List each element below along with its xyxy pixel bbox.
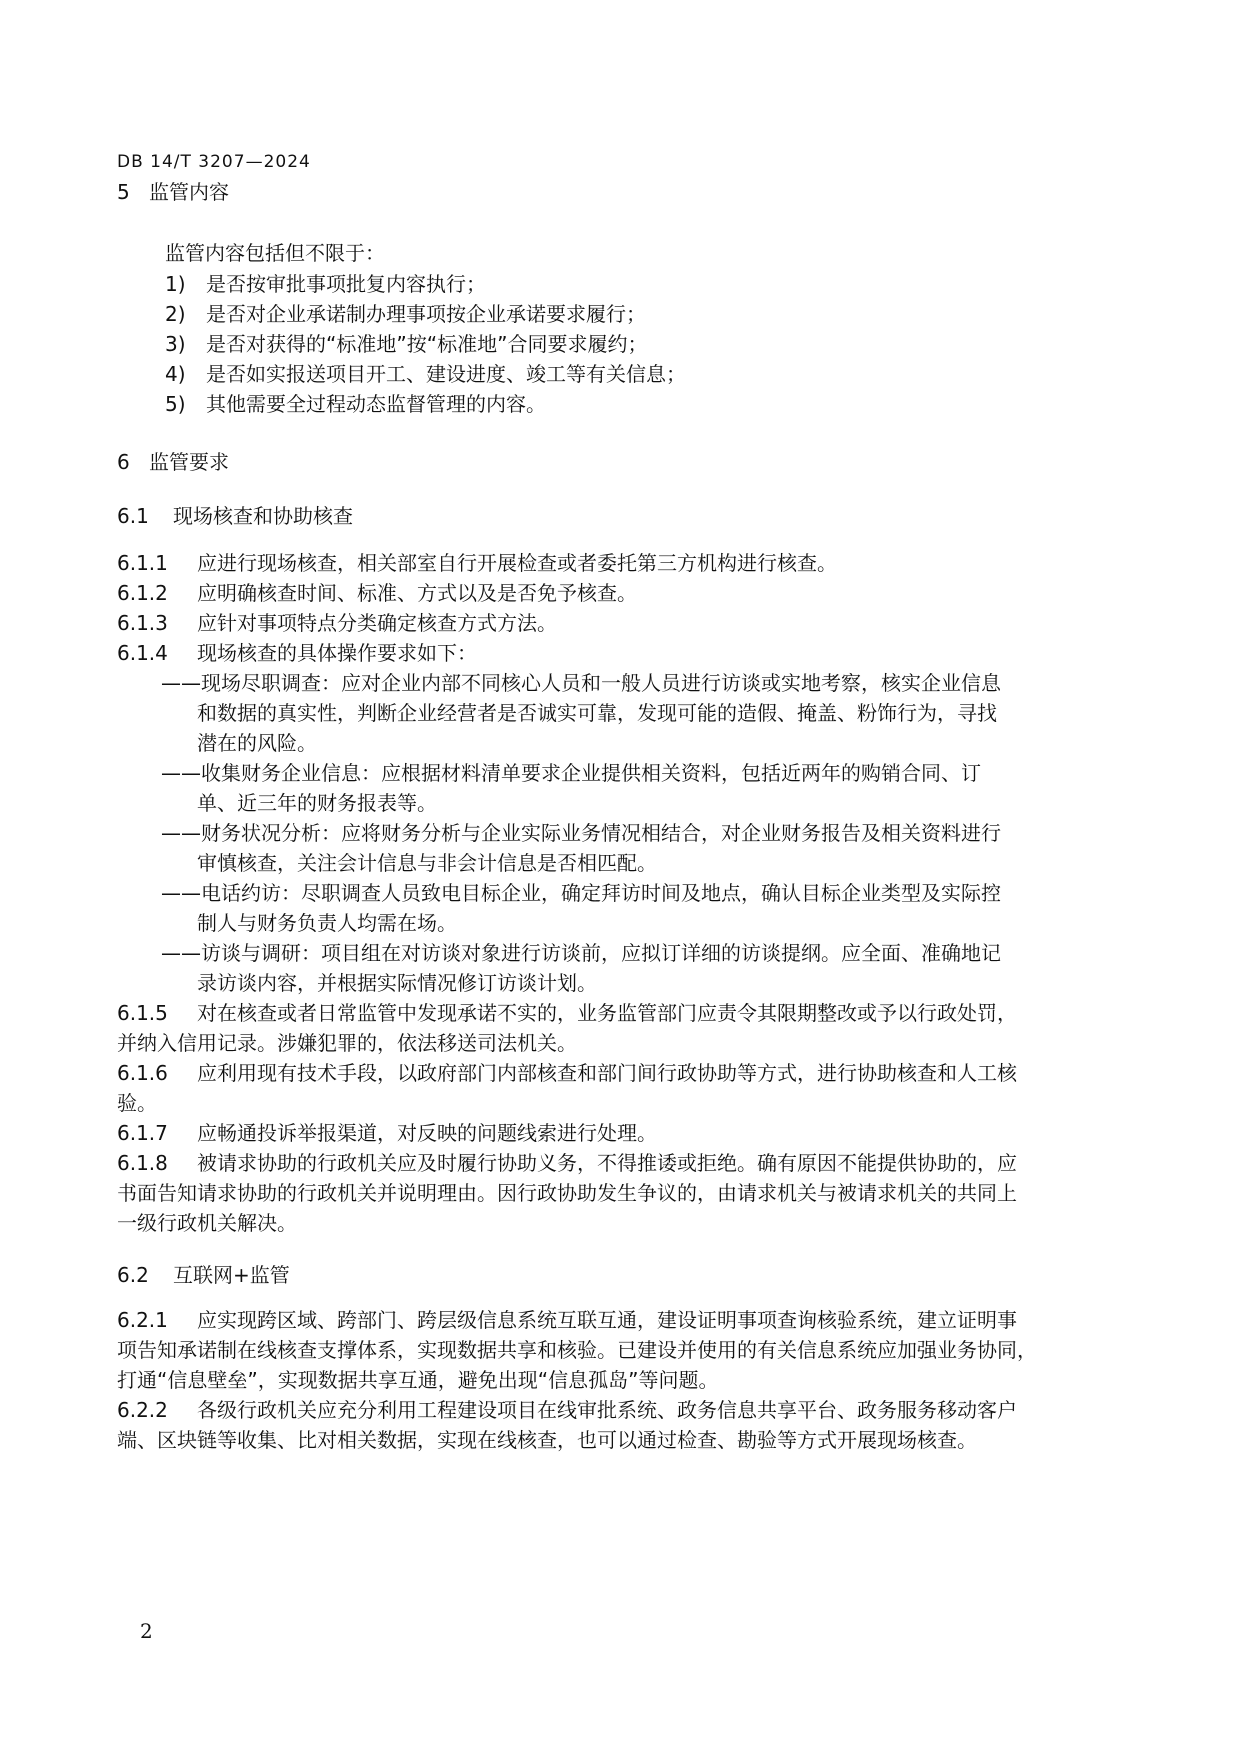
clause-continuation: 并纳入信用记录。涉嫌犯罪的，依法移送司法机关。 <box>117 1031 577 1055</box>
dash-item-line: 审慎核查，关注会计信息与非会计信息是否相匹配。 <box>197 851 657 875</box>
clause-6-1-4 <box>117 639 477 667</box>
section-number: 5 <box>117 180 130 204</box>
clause-text: 应畅通投诉举报渠道，对反映的问题线索进行处理。 <box>197 1121 657 1145</box>
list-number: 1) <box>165 272 186 296</box>
clause-text: 应明确核查时间、标准、方式以及是否免予核查。 <box>197 581 637 605</box>
subsection-number: 6.1 <box>117 504 149 528</box>
clause-text: 应实现跨区域、跨部门、跨层级信息系统互联互通，建设证明事项查询核验系统，建立证明事 <box>197 1308 1017 1332</box>
subsection-title: 互联网+监管 <box>173 1263 290 1287</box>
list-text: 是否如实报送项目开工、建设进度、竣工等有关信息； <box>206 362 686 386</box>
dash-item-line: ——收集财务企业信息：应根据材料清单要求企业提供相关资料，包括近两年的购销合同、订 <box>161 761 981 785</box>
clause-number: 6.1.2 <box>117 581 168 605</box>
list-item <box>165 300 646 328</box>
clause-continuation: 项告知承诺制在线核查支撑体系，实现数据共享和核验。已建设并使用的有关信息系统应加强业务协同， <box>117 1338 1037 1362</box>
list-number: 4) <box>165 362 186 386</box>
clause-6-1-6 <box>117 1059 1017 1087</box>
clause-text: 对在核查或者日常监管中发现承诺不实的，业务监管部门应责令其限期整改或予以行政处罚， <box>197 1001 1017 1025</box>
clause-text: 现场核查的具体操作要求如下： <box>197 641 477 665</box>
clause-6-1-1 <box>117 549 837 577</box>
clause-6-1-5 <box>117 999 1017 1027</box>
clause-number: 6.2.2 <box>117 1398 168 1422</box>
list-item <box>165 360 686 388</box>
clause-continuation: 端、区块链等收集、比对相关数据，实现在线核查，也可以通过检查、勘验等方式开展现场核查。 <box>117 1428 977 1452</box>
dash-item-line: ——现场尽职调查：应对企业内部不同核心人员和一般人员进行访谈或实地考察，核实企业信息 <box>161 671 1001 695</box>
subsection-6-1-heading <box>117 502 353 530</box>
clause-6-2-2 <box>117 1396 1017 1424</box>
section-title: 监管要求 <box>149 450 229 474</box>
section-5-intro: 监管内容包括但不限于： <box>165 241 385 265</box>
subsection-number: 6.2 <box>117 1263 149 1287</box>
section-6-heading <box>117 448 229 476</box>
clause-6-2-1 <box>117 1306 1017 1334</box>
clause-continuation: 打通“信息壁垒”，实现数据共享互通，避免出现“信息孤岛”等问题。 <box>117 1368 719 1392</box>
dash-item-line: 单、近三年的财务报表等。 <box>197 791 437 815</box>
list-text: 是否对企业承诺制办理事项按企业承诺要求履行； <box>206 302 646 326</box>
clause-number: 6.1.6 <box>117 1061 168 1085</box>
clause-text: 应针对事项特点分类确定核查方式方法。 <box>197 611 557 635</box>
clause-number: 6.1.3 <box>117 611 168 635</box>
list-text: 是否按审批事项批复内容执行； <box>206 272 486 296</box>
subsection-6-2-heading <box>117 1261 290 1289</box>
clause-number: 6.1.5 <box>117 1001 168 1025</box>
clause-6-1-8 <box>117 1149 1017 1177</box>
section-title: 监管内容 <box>149 180 229 204</box>
clause-continuation: 书面告知请求协助的行政机关并说明理由。因行政协助发生争议的，由请求机关与被请求机关的共同上 <box>117 1181 1017 1205</box>
clause-continuation: 验。 <box>117 1091 157 1115</box>
dash-item-line: 和数据的真实性，判断企业经营者是否诚实可靠，发现可能的造假、掩盖、粉饰行为，寻找 <box>197 701 997 725</box>
list-number: 3) <box>165 332 186 356</box>
clause-6-1-3 <box>117 609 557 637</box>
clause-number: 6.1.4 <box>117 641 168 665</box>
clause-6-1-2 <box>117 579 637 607</box>
clause-number: 6.2.1 <box>117 1308 168 1332</box>
list-item <box>165 330 647 358</box>
clause-text: 应利用现有技术手段，以政府部门内部核查和部门间行政协助等方式，进行协助核查和人工核 <box>197 1061 1017 1085</box>
list-number: 2) <box>165 302 186 326</box>
clause-text: 应进行现场核查，相关部室自行开展检查或者委托第三方机构进行核查。 <box>197 551 837 575</box>
clause-number: 6.1.1 <box>117 551 168 575</box>
clause-number: 6.1.7 <box>117 1121 168 1145</box>
page-number: 2 <box>140 1619 153 1643</box>
clause-number: 6.1.8 <box>117 1151 168 1175</box>
section-5-heading <box>117 178 229 206</box>
dash-item-line: ——电话约访：尽职调查人员致电目标企业，确定拜访时间及地点，确认目标企业类型及实际控 <box>161 881 1001 905</box>
dash-item-line: 潜在的风险。 <box>197 731 317 755</box>
dash-item-line: 录访谈内容，并根据实际情况修订访谈计划。 <box>197 971 597 995</box>
clause-text: 各级行政机关应充分利用工程建设项目在线审批系统、政务信息共享平台、政务服务移动客户 <box>197 1398 1017 1422</box>
list-text: 是否对获得的“标准地”按“标准地”合同要求履约； <box>206 332 648 356</box>
list-item <box>165 270 486 298</box>
clause-text: 被请求协助的行政机关应及时履行协助义务，不得推诿或拒绝。确有原因不能提供协助的，应 <box>197 1151 1017 1175</box>
clause-continuation: 一级行政机关解决。 <box>117 1211 297 1235</box>
subsection-title: 现场核查和协助核查 <box>173 504 353 528</box>
document-code: DB 14/T 3207—2024 <box>117 152 311 172</box>
dash-item-line: 制人与财务负责人均需在场。 <box>197 911 457 935</box>
list-item <box>165 390 546 418</box>
section-number: 6 <box>117 450 130 474</box>
list-text: 其他需要全过程动态监督管理的内容。 <box>206 392 546 416</box>
dash-item-line: ——财务状况分析：应将财务分析与企业实际业务情况相结合，对企业财务报告及相关资料进行 <box>161 821 1001 845</box>
list-number: 5) <box>165 392 186 416</box>
dash-item-line: ——访谈与调研：项目组在对访谈对象进行访谈前，应拟订详细的访谈提纲。应全面、准确地记 <box>161 941 1001 965</box>
clause-6-1-7 <box>117 1119 657 1147</box>
